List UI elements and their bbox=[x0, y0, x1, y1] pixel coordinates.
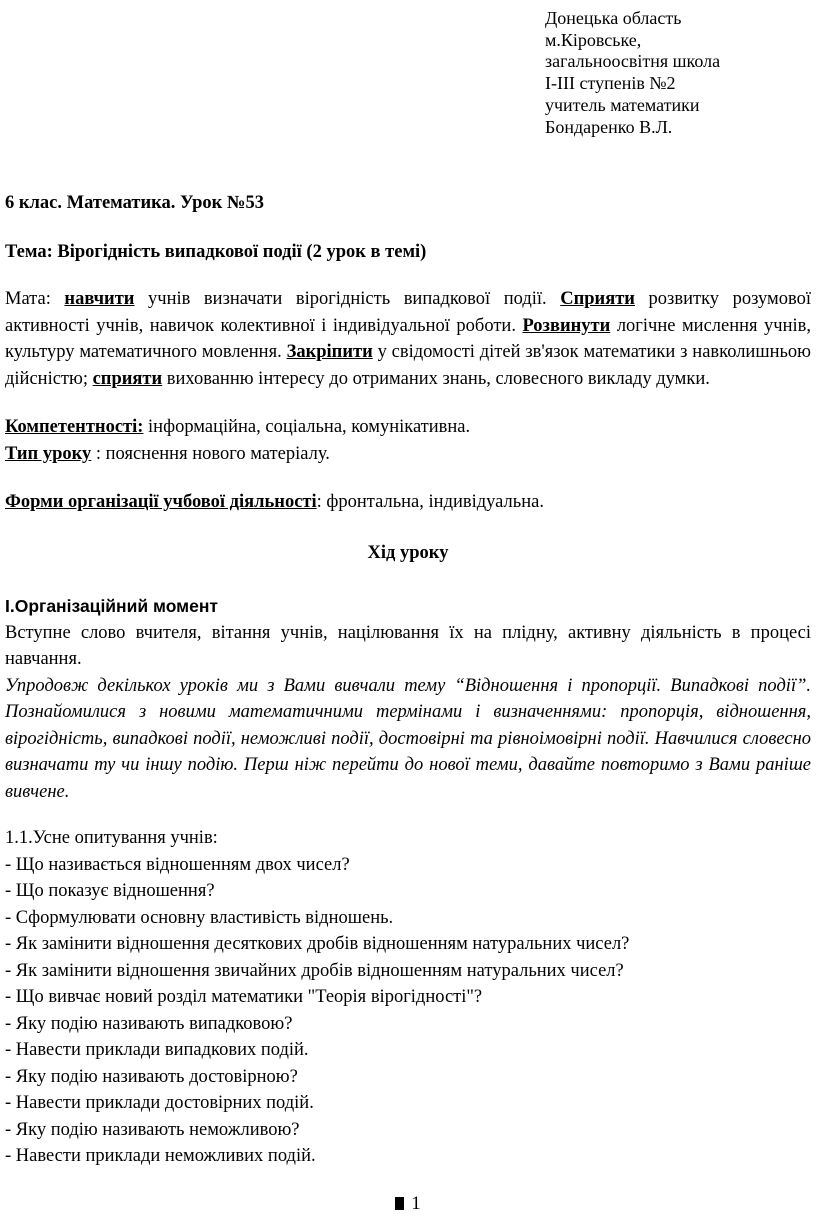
question-item: - Що показує відношення? bbox=[5, 881, 215, 902]
question-item: - Що називається відношенням двох чисел? bbox=[5, 854, 350, 875]
teacher-speech-paragraph: Упродовж декількох уроків ми з Вами вивчали тему “Відношення і пропорції. Випадкові події”. Познайомилися з новими математичними термінами і визначеннями: пропорція, відношення, вірогідність, випадкові події, неможливі події, достовірні та рівноімовірні події. Навчилися словесно визначати ту чи іншу подію. Перш ніж перейти до нової теми, давайте повторимо з Вами раніше вивчене. bbox=[5, 675, 811, 802]
goal-text-2: розвитку розумової активності учнів, навичок колективної і індивідуальної роботи. bbox=[5, 289, 811, 336]
goal-text-4: у свідомості дітей зв'язок математики з навколишньою дійсністю; bbox=[5, 342, 811, 389]
lesson-goal-paragraph bbox=[5, 286, 811, 392]
footer-marker bbox=[395, 1197, 404, 1210]
question-item: - Як замінити відношення десяткових дробів відношенням натуральних чисел? bbox=[5, 934, 630, 955]
goal-term-promote: Сприяти bbox=[560, 289, 635, 310]
lesson-title: 6 клас. Математика. Урок №53 bbox=[5, 193, 264, 214]
question-item: - Що вивчає новий розділ математики "Теорія вірогідності"? bbox=[5, 987, 483, 1008]
author-line: Бондаренко В.Л. bbox=[545, 116, 673, 137]
lesson-type-text: : пояснення нового матеріалу. bbox=[91, 443, 330, 464]
goal-term-consolidate: Закріпити bbox=[286, 342, 373, 363]
intro-paragraph: Вступне слово вчителя, вітання учнів, націлювання їх на плідну, активну діяльність в процесі навчання. bbox=[5, 622, 811, 670]
goal-text-5: вихованню інтересу до отриманих знань, словесного викладу думки. bbox=[162, 368, 710, 389]
question-item: - Навести приклади достовірних подій. bbox=[5, 1093, 314, 1114]
goal-term-teach: навчити bbox=[64, 289, 135, 310]
competences-text: інформаційна, соціальна, комунікативна. bbox=[143, 417, 471, 438]
goal-term-develop: Розвинути bbox=[522, 315, 611, 336]
organization-forms-label: Форми організації учбової діяльності bbox=[5, 492, 317, 513]
author-line: учитель математики bbox=[545, 94, 700, 115]
organization-forms-text: : фронтальна, індивідуальна. bbox=[316, 492, 544, 513]
page-footer bbox=[0, 1191, 816, 1218]
question-item: - Навести приклади неможливих подій. bbox=[5, 1146, 316, 1167]
organization-forms-line bbox=[5, 489, 811, 516]
lesson-type-label: Тип уроку bbox=[5, 443, 92, 464]
competences-label: Компетентності: bbox=[5, 417, 144, 438]
oral-quiz-title: 1.1.Усне опитування учнів: bbox=[5, 828, 218, 849]
course-heading: Хід уроку bbox=[367, 542, 449, 563]
author-line: І-ІІІ ступенів №2 bbox=[545, 73, 676, 94]
author-line: загальноосвітня школа bbox=[545, 51, 721, 72]
question-item: - Яку подію називають неможливою? bbox=[5, 1119, 300, 1140]
goal-text-1: учнів визначати вірогідність випадкової події. bbox=[134, 289, 561, 310]
lesson-type-line bbox=[5, 441, 811, 468]
question-item: - Навести приклади випадкових подій. bbox=[5, 1040, 309, 1061]
author-line: Донецька область bbox=[545, 8, 682, 28]
author-block bbox=[545, 8, 811, 138]
goal-label: Мата: bbox=[5, 289, 65, 310]
lesson-theme: Тема: Вірогідність випадкової події (2 урок в темі) bbox=[5, 241, 427, 262]
question-item: - Сформулювати основну властивість відношень. bbox=[5, 907, 394, 928]
question-list bbox=[5, 852, 811, 1170]
question-item: - Яку подію називають випадковою? bbox=[5, 1013, 293, 1034]
author-line: м.Кіровське, bbox=[545, 29, 642, 50]
goal-term-foster: сприяти bbox=[92, 368, 163, 389]
question-item: - Як замінити відношення звичайних дробів відношенням натуральних чисел? bbox=[5, 960, 624, 981]
goal-text-3: логічне мислення учнів, культуру математичного мовлення. bbox=[5, 315, 812, 363]
section-heading-organizational: І.Організаційний момент bbox=[5, 596, 218, 617]
question-item: - Яку подію називають достовірною? bbox=[5, 1066, 298, 1087]
competences-line bbox=[5, 414, 811, 441]
page-number: 1 bbox=[411, 1193, 421, 1214]
